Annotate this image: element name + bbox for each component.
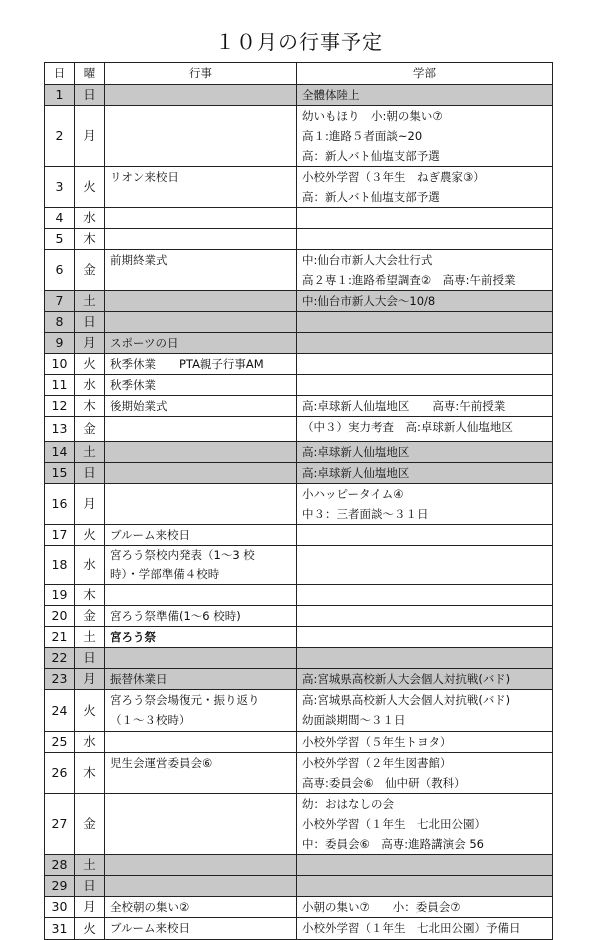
weekday: 月	[75, 669, 105, 690]
dept-cell	[297, 442, 553, 463]
event-cell	[105, 85, 297, 106]
day-number: 9	[45, 333, 75, 354]
table-row	[45, 291, 553, 312]
event-cell	[105, 585, 297, 606]
weekday: 金	[75, 417, 105, 442]
dept-text: 高：新人バト仙塩支部予選	[302, 190, 440, 204]
event-cell	[105, 648, 297, 669]
weekday: 木	[75, 753, 105, 794]
dept-text: 小校外学習（５年生トヨタ）	[302, 735, 452, 749]
weekday: 日	[75, 463, 105, 484]
table-row	[45, 417, 553, 442]
table-row	[45, 794, 553, 855]
event-cell	[105, 918, 297, 940]
day-number: 23	[45, 669, 75, 690]
dept-text: 小校外学習（１年生 七北田公園）	[302, 817, 486, 831]
dept-cell	[297, 396, 553, 417]
event-text: 宮ろう祭準備(1～6 校時)	[110, 609, 241, 623]
weekday: 月	[75, 897, 105, 918]
dept-cell	[297, 375, 553, 396]
dept-cell	[297, 312, 553, 333]
dept-cell	[297, 106, 553, 167]
table-row	[45, 312, 553, 333]
event-cell	[105, 375, 297, 396]
day-number: 10	[45, 354, 75, 375]
table-row	[45, 333, 553, 354]
weekday: 火	[75, 167, 105, 208]
day-number: 31	[45, 918, 75, 940]
weekday: 火	[75, 918, 105, 940]
dept-text: （中３）実力考査 高:卓球新人仙塩地区	[302, 420, 513, 434]
event-text: 宮ろう祭会場復元・振り返り	[110, 693, 260, 707]
event-text: 全校朝の集い②	[110, 900, 190, 914]
dept-cell	[297, 897, 553, 918]
dept-cell	[297, 585, 553, 606]
table-row	[45, 525, 553, 546]
event-text: （１～３校時）	[110, 713, 191, 727]
table-row	[45, 585, 553, 606]
event-text: 振替休業日	[110, 672, 168, 686]
header-row	[45, 63, 553, 85]
day-number: 2	[45, 106, 75, 167]
day-number: 3	[45, 167, 75, 208]
table-row	[45, 442, 553, 463]
day-number: 20	[45, 606, 75, 627]
table-row	[45, 918, 553, 940]
dept-cell	[297, 648, 553, 669]
dept-text: 高:卓球新人仙塩地区	[302, 466, 410, 480]
weekday: 月	[75, 484, 105, 525]
weekday: 月	[75, 106, 105, 167]
table-row	[45, 463, 553, 484]
dept-text: 高:宮城県高校新人大会個人対抗戦(バド)	[302, 672, 511, 686]
day-number: 5	[45, 229, 75, 250]
dept-text: 幼いもほり 小:朝の集い⑦	[302, 109, 443, 123]
weekday: 日	[75, 85, 105, 106]
header-dow: 曜	[75, 63, 105, 85]
day-number: 14	[45, 442, 75, 463]
event-text: 宮ろう祭	[110, 630, 156, 644]
dept-text: 幼：おはなしの会	[302, 797, 394, 811]
header-dept: 学部	[297, 63, 553, 85]
event-cell	[105, 690, 297, 732]
dept-text: 高:宮城県高校新人大会個人対抗戦(バド)	[302, 693, 511, 707]
day-number: 24	[45, 690, 75, 732]
dept-cell	[297, 85, 553, 106]
event-cell	[105, 876, 297, 897]
event-cell	[105, 208, 297, 229]
dept-text: 高：新人バト仙塩支部予選	[302, 149, 440, 163]
dept-text: 中３：三者面談～３１日	[302, 507, 429, 521]
event-text: スポーツの日	[110, 336, 179, 350]
day-number: 16	[45, 484, 75, 525]
event-text: 児生会運営委員会⑥	[110, 756, 213, 770]
event-cell	[105, 229, 297, 250]
event-cell	[105, 291, 297, 312]
dept-cell	[297, 417, 553, 442]
dept-cell	[297, 250, 553, 291]
day-number: 7	[45, 291, 75, 312]
event-text: 秋季休業	[110, 378, 156, 392]
weekday: 土	[75, 627, 105, 648]
dept-cell	[297, 690, 553, 732]
dept-text: 中：委員会⑥ 高専:進路講演会 56	[302, 837, 484, 851]
event-cell	[105, 354, 297, 375]
weekday: 水	[75, 546, 105, 585]
weekday: 月	[75, 333, 105, 354]
day-number: 11	[45, 375, 75, 396]
event-cell	[105, 732, 297, 753]
weekday: 金	[75, 606, 105, 627]
event-cell	[105, 167, 297, 208]
dept-text: 高２専１:進路希望調査② 高専:午前授業	[302, 273, 516, 287]
dept-text: 小校外学習（２年生図書館）	[302, 756, 452, 770]
dept-cell	[297, 918, 553, 940]
dept-cell	[297, 208, 553, 229]
day-number: 21	[45, 627, 75, 648]
event-cell	[105, 606, 297, 627]
weekday: 火	[75, 525, 105, 546]
event-cell	[105, 442, 297, 463]
dept-cell	[297, 732, 553, 753]
day-number: 26	[45, 753, 75, 794]
table-row	[45, 208, 553, 229]
table-row	[45, 627, 553, 648]
event-text: 前期終業式	[110, 253, 168, 267]
event-cell	[105, 525, 297, 546]
day-number: 15	[45, 463, 75, 484]
day-number: 4	[45, 208, 75, 229]
event-cell	[105, 396, 297, 417]
table-row	[45, 484, 553, 525]
event-cell	[105, 794, 297, 855]
dept-text: 高専:委員会⑥ 仙中研（教科）	[302, 776, 466, 790]
table-row	[45, 375, 553, 396]
weekday: 水	[75, 375, 105, 396]
event-cell	[105, 463, 297, 484]
day-number: 17	[45, 525, 75, 546]
dept-cell	[297, 546, 553, 585]
event-cell	[105, 106, 297, 167]
dept-cell	[297, 229, 553, 250]
day-number: 8	[45, 312, 75, 333]
day-number: 18	[45, 546, 75, 585]
dept-cell	[297, 333, 553, 354]
dept-cell	[297, 525, 553, 546]
day-number: 22	[45, 648, 75, 669]
weekday: 火	[75, 354, 105, 375]
weekday: 水	[75, 732, 105, 753]
dept-text: 小ハッピータイム④	[302, 487, 404, 501]
dept-text: 高１:進路５者面談~20	[302, 129, 423, 143]
event-text: リオン来校日	[110, 170, 179, 184]
event-text: 後期始業式	[110, 399, 168, 413]
day-number: 28	[45, 855, 75, 876]
table-row	[45, 85, 553, 106]
dept-text: 中:仙台市新人大会壮行式	[302, 253, 433, 267]
dept-cell	[297, 291, 553, 312]
dept-text: 全體体陸上	[302, 88, 360, 102]
table-row	[45, 546, 553, 585]
weekday: 木	[75, 396, 105, 417]
weekday: 金	[75, 794, 105, 855]
page-title: １０月の行事予定	[215, 30, 383, 54]
table-row	[45, 250, 553, 291]
table-row	[45, 354, 553, 375]
weekday: 土	[75, 442, 105, 463]
dept-cell	[297, 484, 553, 525]
day-number: 13	[45, 417, 75, 442]
event-cell	[105, 417, 297, 442]
dept-text: 高:卓球新人仙塩地区 高専:午前授業	[302, 399, 506, 413]
weekday: 木	[75, 585, 105, 606]
weekday: 日	[75, 876, 105, 897]
event-cell	[105, 546, 297, 585]
table-row	[45, 106, 553, 167]
table-row	[45, 753, 553, 794]
weekday: 日	[75, 648, 105, 669]
table-row	[45, 648, 553, 669]
table-row	[45, 897, 553, 918]
day-number: 6	[45, 250, 75, 291]
table-row	[45, 396, 553, 417]
event-cell	[105, 627, 297, 648]
dept-text: 高:卓球新人仙塩地区	[302, 445, 410, 459]
event-cell	[105, 753, 297, 794]
event-text: 宮ろう祭校内発表（1～3 校	[110, 548, 255, 562]
header-day: 日	[45, 63, 75, 85]
dept-cell	[297, 627, 553, 648]
event-cell	[105, 897, 297, 918]
day-number: 25	[45, 732, 75, 753]
table-row	[45, 876, 553, 897]
weekday: 金	[75, 250, 105, 291]
schedule-table	[44, 62, 553, 940]
dept-cell	[297, 167, 553, 208]
table-row	[45, 167, 553, 208]
event-text: ブルーム来校日	[110, 528, 191, 542]
dept-cell	[297, 794, 553, 855]
dept-text: 小朝の集い⑦ 小：委員会⑦	[302, 900, 461, 914]
weekday: 日	[75, 312, 105, 333]
event-text: ブルーム来校日	[110, 921, 191, 935]
table-row	[45, 606, 553, 627]
dept-cell	[297, 855, 553, 876]
dept-cell	[297, 606, 553, 627]
dept-text: 小校外学習（１年生 七北田公園）予備日	[302, 921, 521, 935]
event-cell	[105, 669, 297, 690]
event-text: 秋季休業 PTA親子行事AM	[110, 357, 264, 371]
event-cell	[105, 333, 297, 354]
header-event: 行事	[105, 63, 297, 85]
day-number: 30	[45, 897, 75, 918]
day-number: 19	[45, 585, 75, 606]
dept-cell	[297, 463, 553, 484]
day-number: 1	[45, 85, 75, 106]
day-number: 12	[45, 396, 75, 417]
dept-cell	[297, 354, 553, 375]
dept-cell	[297, 876, 553, 897]
schedule-body	[45, 85, 553, 940]
day-number: 29	[45, 876, 75, 897]
weekday: 土	[75, 291, 105, 312]
weekday: 木	[75, 229, 105, 250]
event-cell	[105, 484, 297, 525]
event-cell	[105, 312, 297, 333]
weekday: 水	[75, 208, 105, 229]
table-row	[45, 732, 553, 753]
dept-text: 幼面談期間～３１日	[302, 713, 406, 727]
day-number: 27	[45, 794, 75, 855]
event-cell	[105, 250, 297, 291]
dept-cell	[297, 753, 553, 794]
table-row	[45, 669, 553, 690]
table-row	[45, 229, 553, 250]
dept-cell	[297, 669, 553, 690]
event-cell	[105, 855, 297, 876]
dept-text: 小校外学習（３年生 ねぎ農家③）	[302, 170, 485, 184]
table-row	[45, 690, 553, 732]
weekday: 火	[75, 690, 105, 732]
event-text: 時）・学部準備４校時	[110, 567, 220, 581]
table-row	[45, 855, 553, 876]
dept-text: 中:仙台市新人大会～10/8	[302, 294, 436, 308]
weekday: 土	[75, 855, 105, 876]
